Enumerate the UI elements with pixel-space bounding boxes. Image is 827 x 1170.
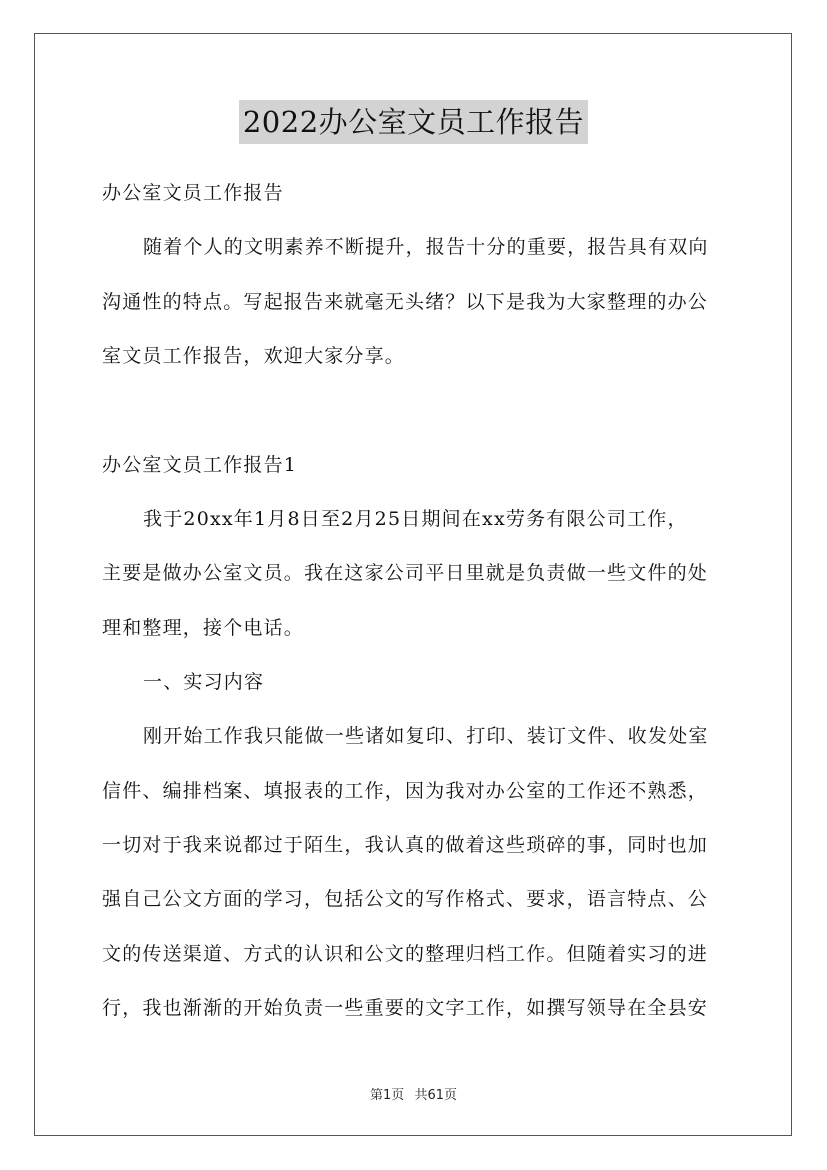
intro-line-3: 室文员工作报告，欢迎大家分享。 xyxy=(102,345,406,367)
para2-line-4: 强自己公文方面的学习，包括公文的写作格式、要求，语言特点、公 xyxy=(102,888,709,910)
title-container xyxy=(0,100,827,144)
page-number-total: 共61页 xyxy=(414,1088,457,1103)
para2-line-1: 刚开始工作我只能做一些诸如复印、打印、装订文件、收发处室 xyxy=(143,725,709,747)
page-number-current: 第1页 xyxy=(370,1088,405,1103)
intro-line-2: 沟通性的特点。写起报告来就毫无头绪？以下是我为大家整理的办公 xyxy=(102,291,709,313)
subheading: 一、实习内容 xyxy=(143,671,265,693)
para1-line-2: 主要是做办公室文员。我在这家公司平日里就是负责做一些文件的处 xyxy=(102,562,709,584)
para2-line-3: 一切对于我来说都过于陌生，我认真的做着这些琐碎的事，同时也加 xyxy=(102,834,709,856)
para1-line-3: 理和整理，接个电话。 xyxy=(102,617,305,639)
para2-line-5: 文的传送渠道、方式的认识和公文的整理归档工作。但随着实习的进 xyxy=(102,943,709,965)
document-title: 2022办公室文员工作报告 xyxy=(239,100,588,144)
para1-line-1: 我于20xx年1月8日至2月25日期间在xx劳务有限公司工作， xyxy=(143,508,688,530)
intro-line-1: 随着个人的文明素养不断提升，报告十分的重要，报告具有双向 xyxy=(143,236,709,258)
para2-line-2: 信件、编排档案、填报表的工作，因为我对办公室的工作还不熟悉， xyxy=(102,780,709,802)
document-heading: 办公室文员工作报告 xyxy=(102,182,284,204)
page-footer xyxy=(0,1084,827,1103)
para2-line-6: 行，我也渐渐的开始负责一些重要的文字工作，如撰写领导在全县安 xyxy=(102,997,709,1019)
section-heading: 办公室文员工作报告1 xyxy=(102,454,298,476)
